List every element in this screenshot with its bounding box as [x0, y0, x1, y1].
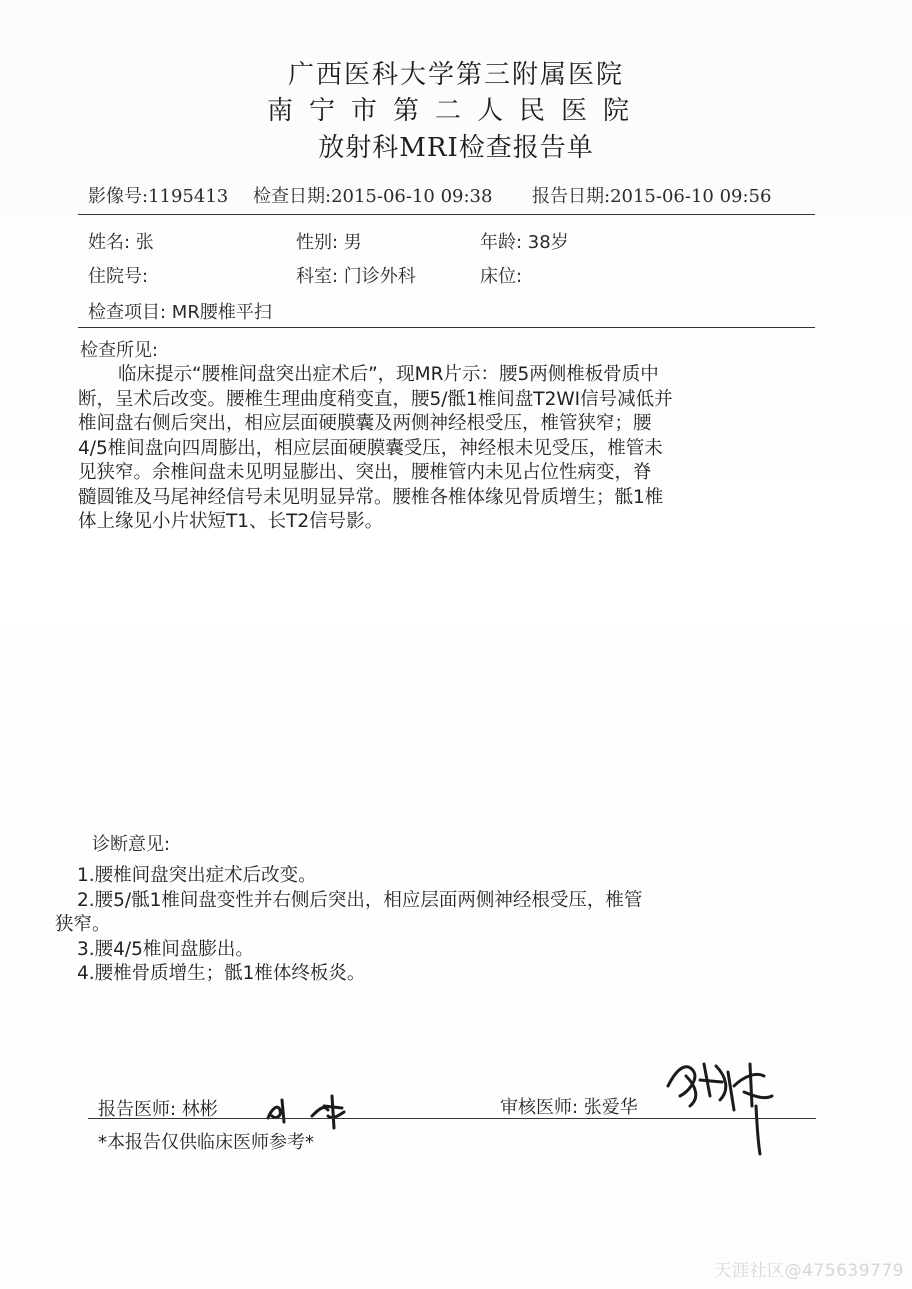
findings-line: 见狭窄。余椎间盘未见明显膨出、突出，腰椎管内未见占位性病变，脊 — [78, 462, 652, 483]
diagnosis-text — [55, 864, 815, 987]
findings-line: 髓圆锥及马尾神经信号未见明显异常。腰椎各椎体缘见骨质增生；骶1椎 — [78, 486, 664, 508]
diagnosis-label: 诊断意见: — [92, 834, 171, 855]
patient-age: 年龄: 38岁 — [480, 232, 569, 253]
image-number: 影像号:1195413 — [88, 186, 229, 207]
reviewing-doctor-signature — [660, 1046, 780, 1156]
inpatient-number: 住院号: — [88, 266, 149, 287]
department: 科室: 门诊外科 — [296, 266, 416, 287]
diagnosis-item: 3.腰4/5椎间盘膨出。 — [77, 938, 254, 960]
report-date: 报告日期:2015-06-10 09:56 — [532, 186, 772, 207]
bed-number: 床位: — [480, 266, 523, 287]
reviewing-doctor: 审核医师: 张爱华 — [500, 1097, 638, 1118]
divider-middle — [78, 327, 815, 328]
diagnosis-item: 4.腰椎骨质增生；骶1椎体终板炎。 — [77, 963, 366, 984]
report-title: 放射科MRI检查报告单 — [318, 133, 594, 163]
findings-line: 4/5椎间盘向四周膨出，相应层面硬膜囊受压，神经根未见受压，椎管未 — [78, 437, 663, 459]
patient-gender: 性别: 男 — [296, 232, 362, 253]
findings-text — [78, 363, 778, 535]
findings-line: 椎间盘右侧后突出，相应层面硬膜囊及两侧神经根受压，椎管狭窄；腰 — [78, 413, 652, 434]
divider-bottom — [88, 1118, 816, 1119]
divider-top — [78, 214, 815, 215]
findings-line: 断，呈术后改变。腰椎生理曲度稍变直，腰5/骶1椎间盘T2WI信号减低并 — [78, 388, 673, 410]
hospital-name-1: 广西医科大学第三附属医院 — [287, 60, 624, 90]
diagnosis-item-continued: 狭窄。 — [55, 914, 111, 935]
diagnosis-item: 1.腰椎间盘突出症术后改变。 — [77, 865, 317, 886]
disclaimer-note: *本报告仅供临床医师参考* — [98, 1132, 314, 1153]
findings-label: 检查所见: — [80, 340, 159, 361]
patient-name: 姓名: 张 — [88, 232, 154, 253]
diagnosis-item: 2.腰5/骶1椎间盘变性并右侧后突出，相应层面两侧神经根受压，椎管 — [77, 889, 643, 911]
exam-item: 检查项目: MR腰椎平扫 — [88, 302, 272, 323]
findings-line: 临床提示“腰椎间盘突出症术后”，现MR片示：腰5两侧椎板骨质中 — [118, 364, 659, 385]
watermark: 天涯社区@475639779 — [714, 1261, 904, 1281]
findings-line: 体上缘见小片状短T1、长T2信号影。 — [78, 511, 384, 532]
reporting-doctor: 报告医师: 林彬 — [98, 1099, 218, 1120]
hospital-name-2: 南宁市第二人民医院 — [266, 96, 645, 126]
exam-date: 检查日期:2015-06-10 09:38 — [253, 186, 493, 207]
